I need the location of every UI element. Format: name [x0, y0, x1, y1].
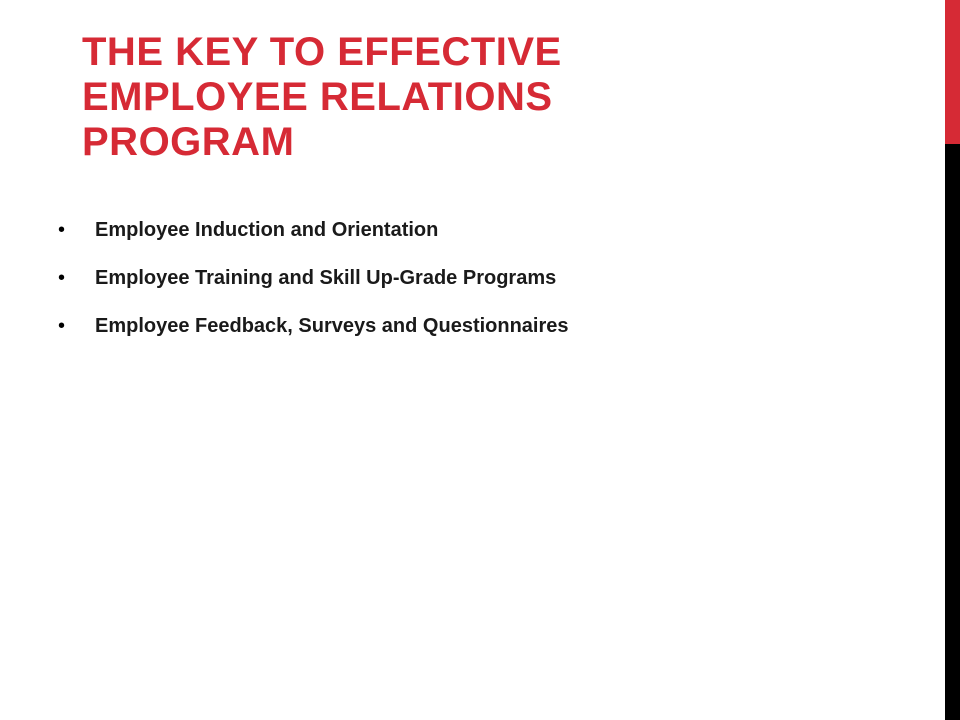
- slide-title-line: EMPLOYEE RELATIONS: [82, 75, 553, 119]
- bullet-dot-icon: •: [58, 267, 66, 289]
- right-sidebar-bar: [945, 0, 960, 720]
- slide-title: [82, 30, 922, 165]
- sidebar-accent: [945, 0, 960, 144]
- bullet-item: [58, 260, 569, 308]
- bullet-text: Employee Induction and Orientation: [95, 219, 439, 241]
- bullet-dot-icon: •: [58, 315, 66, 337]
- bullet-item: [58, 308, 569, 356]
- slide-title-line: THE KEY TO EFFECTIVE: [82, 30, 562, 74]
- bullet-item: [58, 212, 569, 260]
- bullet-text: Employee Feedback, Surveys and Questionnaires: [95, 315, 569, 337]
- bullet-dot-icon: •: [58, 219, 66, 241]
- bullet-text: Employee Training and Skill Up-Grade Programs: [95, 267, 557, 289]
- slide-title-line: PROGRAM: [82, 120, 295, 164]
- bullet-list: [58, 212, 569, 356]
